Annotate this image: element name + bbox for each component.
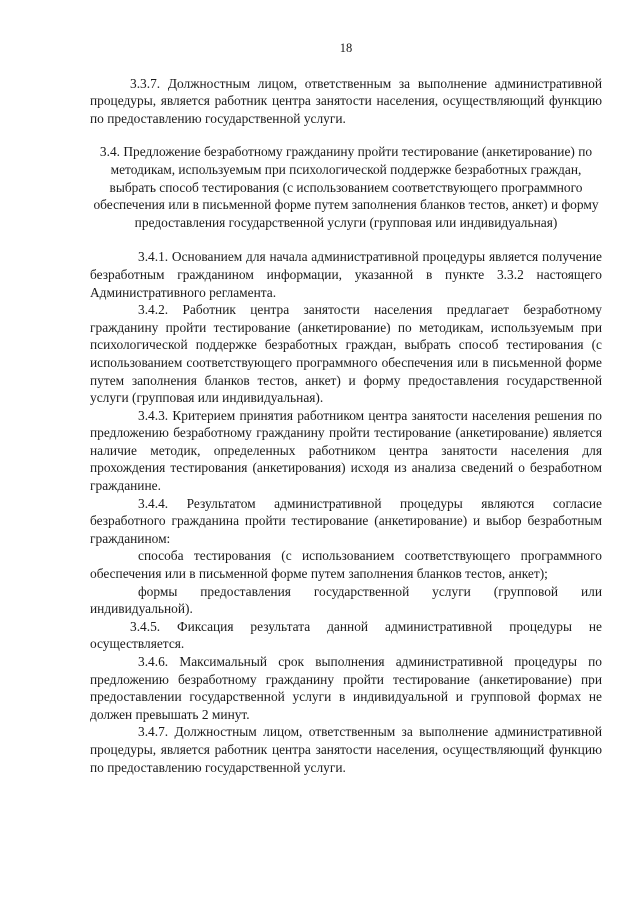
document-page [90,40,602,776]
paragraph-3-4-4: 3.4.4. Результатом административной процедуры являются согласие безработного гражданина пройти тестирование (анкетирование) и выбор безработным гражданином: [90,495,602,546]
paragraph-3-4-3: 3.4.3. Критерием принятия работником центра занятости населения решения по предложению безработному гражданину пройти тестирование (анкетирование) является наличие методик, определенных работником центра занятости населения для прохождения тестирования (анкетирования) исходя из анализа сведений о безработном гражданине. [90,407,602,494]
paragraph-3-3-7: 3.3.7. Должностным лицом, ответственным за выполнение административной процедуры, является работник центра занятости населения, осуществляющий функцию по предоставлению государственной услуги. [90,75,602,126]
paragraph-3-4-6: 3.4.6. Максимальный срок выполнения административной процедуры по предложению безработному гражданину пройти тестирование (анкетирование) при предоставлении государственной услуги в индивидуальной и групповой формах не должен превышать 2 минут. [90,654,602,722]
paragraph-3-4-1: 3.4.1. Основанием для начала административной процедуры является получение безработным гражданином информации, указанной в пункте 3.3.2 настоящего Административного регламента. [90,249,602,300]
paragraph-3-4-2: 3.4.2. Работник центра занятости населения предлагает безработному гражданину пройти тестирование (анкетирование) по методикам, используемым при психологической поддержке безработных граждан, выбрать способ тестирования (с использованием соответствующего программного обеспечения или в письменной форме путем заполнения бланков тестов, анкет) и форму предоставления государственной услуги (групповая или индивидуальная). [90,302,602,406]
page-number: 18 [339,41,353,55]
section-heading-3-4: 3.4. Предложение безработному гражданину пройти тестирование (анкетирование) по методикам, используемым при психологической поддержке безработных граждан, выбрать способ тестирования (с использованием соответствующего программного обеспечения или в письменной форме путем заполнения бланков тестов, анкет) и форму предоставления государственной услуги (групповая или индивидуальная) [93,144,599,230]
paragraph-3-4-5: 3.4.5. Фиксация результата данной административной процедуры не осуществляется. [90,618,602,652]
paragraph-3-4-4-item-form: формы предоставления государственной услуги (групповой или индивидуальной). [90,583,602,617]
paragraph-3-4-7: 3.4.7. Должностным лицом, ответственным за выполнение административной процедуры, является работник центра занятости населения, осуществляющий функцию по предоставлению государственной услуги. [90,724,602,775]
paragraph-3-4-4-item-method: способа тестирования (с использованием соответствующего программного обеспечения или в письменной форме путем заполнения бланков тестов, анкет); [90,548,602,582]
